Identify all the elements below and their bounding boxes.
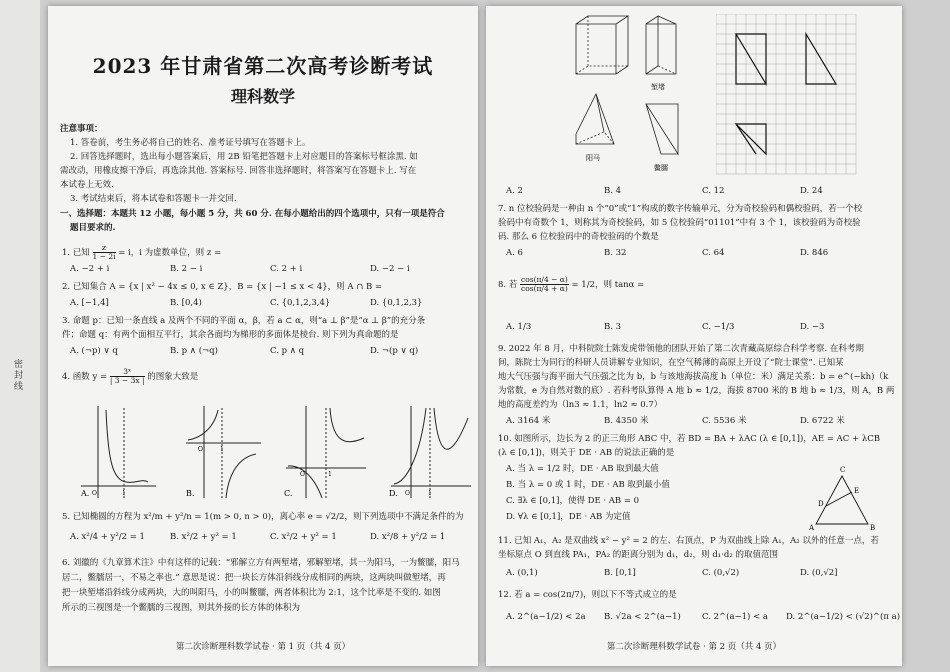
q7-stem-3: 码. 那么 6 位校验码中的奇校验码的个数是 (498, 232, 659, 242)
q9-option-c: C. 5536 米 (702, 416, 747, 426)
exam-subtitle: 理科数学 (230, 87, 295, 106)
q10-triangle-figure (806, 462, 886, 532)
q4-graph-d (391, 406, 471, 498)
fig-label-bienao: 鳖臑 (654, 164, 668, 172)
q11-stem-1: 11. 已知 A₁，A₂ 是双曲线 x² − y² = 2 的左、右顶点，P 为双曲线上除 A₁，A₂ 以外的任意一点，若 (498, 536, 879, 546)
q6-option-a: A. 2 (506, 186, 523, 196)
page-2 (486, 6, 902, 666)
q2-option-d: D. {0,1,2,3} (370, 298, 423, 308)
notice-line: 需改动，用橡皮擦干净后，再选涂其他. 答案标号. 回答非选择题时，将答案写在答题卡上. 写在 (60, 166, 417, 176)
page-1-footer: 第二次诊断理科数学试卷 · 第 1 页（共 4 页） (175, 642, 351, 652)
q9-option-a: A. 3164 米 (506, 416, 551, 426)
notice-line: 本试卷上无效. (60, 180, 114, 190)
tri-label-a: A (809, 524, 815, 532)
q4-label-a: A. (81, 489, 90, 498)
q6-option-d: D. 24 (800, 186, 823, 196)
q1-option-d: D. −2 − i (370, 264, 410, 274)
notice-line: 3. 考试结束后，将本试卷和答题卡一并交回. (70, 194, 237, 204)
q6-stem-3: 把一块堑堵沿斜线分成两块，大的叫阳马，小的叫鳖臑，两者体积比为 2:1，这个比率是不变的. 如图 (62, 588, 441, 598)
q8-option-a: A. 1/3 (506, 322, 532, 332)
q4-origin-d: O (405, 490, 410, 497)
q4-origin-a: O (92, 490, 97, 497)
q5-stem: 5. 已知椭圆的方程为 x²/m + y²/n = 1(m > 0, n > 0)，离心率 e = √2/2，则下列选项中不满足条件的为 (62, 512, 464, 522)
page-2-footer: 第二次诊断理科数学试卷 · 第 2 页（共 4 页） (606, 642, 782, 652)
q12-stem: 12. 若 a = cos(2π/7)，则以下不等式成立的是 (498, 590, 677, 600)
q11-option-a: A. (0,1) (506, 568, 538, 578)
q8-option-d: D. −3 (800, 322, 825, 332)
q3-option-a: A. (¬p) ∨ q (70, 346, 118, 356)
tri-label-d: D (818, 500, 824, 508)
q4-graph-a (81, 406, 156, 498)
q3-stem-1: 3. 命题 p：已知一条直线 a 及两个不同的平面 α，β，若 a ⊂ α，则“a ⊥ β”是“α ⊥ β”的充分条 (62, 316, 426, 326)
q6-option-b: B. 4 (604, 186, 622, 196)
section-heading: 一、选择题：本题共 12 小题，每小题 5 分，共 60 分. 在每小题给出的四个选项中，只有一项是符合 (60, 209, 445, 219)
q9-stem-3: 地大气压强与海平面大气压强之比为 b，b 与该地海拔高度 h（单位：米）满足关系：b = e^(−kh)（k (498, 372, 889, 382)
q1-option-b: B. 2 − i (170, 264, 203, 274)
q3-option-b: B. p ∧ (¬q) (170, 346, 218, 356)
fig-label-qiandu: 堑堵 (651, 83, 665, 91)
q7-stem-2: 验码中有奇数个 1，则称其为奇校验码，如 5 位校验码“01101”中有 3 个 1，该校验码为奇校验 (498, 218, 861, 228)
q9-stem-1: 9. 2022 年 8 月，中科院院士陈发虎带领他的团队开始了第二次青藏高原综合科学考察. 在科考期 (498, 344, 864, 354)
q4-one-c: 1 (328, 471, 332, 478)
q9-stem-5: 地的高度差约为（ln3 ≈ 1.1，ln2 ≈ 0.7） (498, 400, 663, 410)
solids-figure (556, 14, 736, 184)
tri-label-b: B (870, 524, 876, 532)
q4-label-b: B. (186, 489, 195, 498)
q9-stem-4: 为常数，e 为自然对数的底）. 若科考队算得 A 地 b ≈ 1/2，海拔 8700 米的 B 地 b ≈ 1/3，则 A，B 两 (498, 386, 895, 396)
q5-option-a: A. x²/4 + y²/2 = 1 (70, 532, 145, 542)
q1-option-c: C. 2 + i (270, 264, 303, 274)
q6-stem-1: 6. 刘徽的《九章算术注》中有这样的记载：“邪解立方有两堑堵，邪解堑堵，其一为阳马，一为鳖臑，阳马 (62, 558, 460, 568)
q12-option-c: C. 2^(a−1) < a (702, 612, 768, 622)
q10-option-d: D. ∀λ ∈ [0,1]，DE · AB 为定值 (506, 512, 631, 522)
q10-option-c: C. ∃λ ∈ [0,1]，使得 DE · AB = 0 (506, 496, 640, 506)
q2-option-b: B. [0,4) (170, 298, 202, 308)
q11-option-b: B. [0,1] (604, 568, 636, 578)
q11-option-c: C. (0,√2) (702, 568, 740, 578)
q7-option-c: C. 64 (702, 248, 725, 258)
fig-label-yangma: 阳马 (586, 154, 600, 162)
notice-heading: 注意事项： (60, 124, 103, 134)
q8-stem: 8. 若 $\frac{\cos(\pi/4 - \alpha)}{\cos(\pi/4 + \alpha)}$ = 1/2，则 tanα = (498, 275, 645, 293)
q3-stem-2: 件；命题 q：有两个面相互平行，其余各面均为梯形的多面体是棱台. 则下列为真命题的是 (62, 330, 399, 340)
q4-stem: 4. 函数 y = $\frac{\text{3ˣ}}{| 3 - 3x |}$ 的图象大致是 (62, 367, 199, 385)
q4-one-a: 1 (122, 490, 126, 497)
q7-option-d: D. 846 (800, 248, 829, 258)
q12-option-a: A. 2^(a−1/2) < 2a (506, 612, 586, 622)
q4-graph-c (286, 406, 366, 498)
page-1 (48, 6, 478, 666)
q12-option-d: D. 2^(a−1/2) < (√2)^(π a) (786, 612, 901, 622)
q7-option-a: A. 6 (506, 248, 523, 258)
q10-stem-2: (λ ∈ [0,1])，则关于 DE · AB 的说法正确的是 (498, 448, 675, 458)
q4-origin-b: O (198, 446, 203, 453)
q7-option-b: B. 32 (604, 248, 627, 258)
q8-option-b: B. 3 (604, 322, 622, 332)
q10-stem-1: 10. 如图所示，边长为 2 的正三角形 ABC 中，若 BD = BA + λAC (λ ∈ [0,1])，AE = AC + λCB (498, 434, 880, 444)
q2-stem: 2. 已知集合 A = {x | x² − 4x ≤ 0, x ∈ Z}，B = {x | −1 ≤ x < 4}，则 A ∩ B = (62, 282, 383, 292)
q6-stem-4: 所示的三视图是一个鳖臑的三视图，则其外接的长方体的体积为 (62, 603, 301, 613)
q4-one-d: 1 (428, 490, 432, 497)
q10-option-b: B. 当 λ = 0 或 1 时，DE · AB 取到最小值 (506, 480, 670, 490)
q11-option-d: D. (0,√2] (800, 568, 838, 578)
q4-label-c: C. (284, 489, 293, 498)
q9-option-b: B. 4350 米 (604, 416, 649, 426)
tri-label-e: E (854, 487, 860, 495)
binding-text: 密封线 (14, 360, 24, 392)
q5-option-d: D. x²/8 + y²/2 = 1 (370, 532, 446, 542)
q12-option-b: B. √2a < 2^(a−1) (604, 612, 681, 622)
q10-option-a: A. 当 λ = 1/2 时，DE · AB 取到最大值 (506, 464, 659, 474)
q4-one-b: 1 (220, 446, 224, 453)
binding-margin (0, 0, 40, 672)
q2-option-a: A. [−1,4] (70, 298, 109, 308)
q6-option-c: C. 12 (702, 186, 725, 196)
exam-title: 2023 年甘肃省第二次高考诊断考试 (92, 54, 434, 78)
q1-option-a: A. −2 + i (70, 264, 110, 274)
q11-stem-2: 坐标原点 O 到直线 PA₁，PA₂ 的距离分别为 d₁，d₂，则 d₁·d₂ 的取值范围 (498, 550, 778, 560)
section-heading-cont: 题目要求的. (70, 223, 116, 233)
q9-option-d: D. 6722 米 (800, 416, 845, 426)
q9-stem-2: 间，陈院士为同行的科研人员讲解专业知识，在空气稀薄的高原上开设了“院士课堂”. 已知某 (498, 358, 844, 368)
q4-graph-options (76, 398, 476, 503)
notice-line: 2. 回答选择题时，选出每小题答案后，用 2B 铅笔把答题卡上对应题目的答案标号框涂黑. 如 (70, 152, 418, 162)
notice-line: 1. 答卷前，考生务必将自己的姓名、准考证号填写在答题卡上。 (70, 138, 311, 148)
q3-option-c: C. p ∧ q (270, 346, 305, 356)
q5-option-c: C. x²/2 + y² = 1 (270, 532, 337, 542)
q4-origin-c: O (300, 471, 305, 478)
q2-option-c: C. {0,1,2,3,4} (270, 298, 331, 308)
q4-label-d: D. (389, 489, 398, 498)
tri-label-c: C (840, 466, 846, 474)
three-view-grid (716, 14, 866, 184)
q6-stem-2: 居二，鳖臑居一，不易之率也.” 意思是说：把一块长方体沿斜线分成相同的两块，这两块叫做堑堵，再 (62, 573, 446, 583)
q1-stem: 1. 已知 $\frac{z}{1 - 2i}$ = i，i 为虚数单位，则 z = (62, 243, 222, 261)
q8-option-c: C. −1/3 (702, 322, 735, 332)
q3-option-d: D. ¬(p ∨ q) (370, 346, 419, 356)
q5-option-b: B. x²/2 + y² = 1 (170, 532, 237, 542)
q7-stem-1: 7. n 位校验码是一种由 n 个“0”或“1”构成的数字传输单元，分为奇校验码和偶校验码，若一个校 (498, 204, 863, 214)
